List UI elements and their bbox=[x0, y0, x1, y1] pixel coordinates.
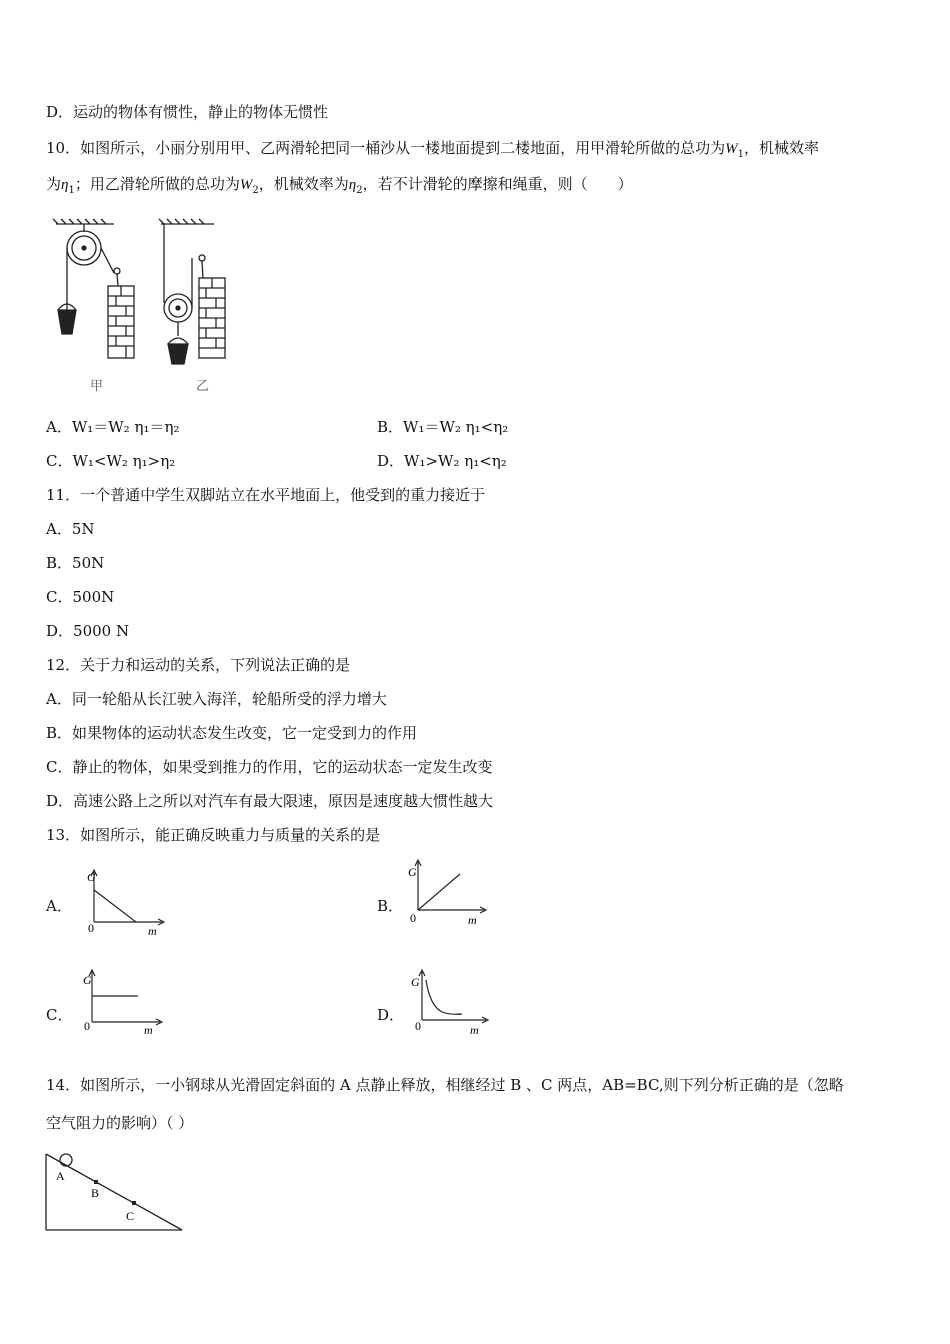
q14-stem-line1: 14．如图所示，一小钢球从光滑固定斜面的 A 点静止释放，相继经过 B 、C 两点，AB=BC,则下列分析正确的是（忽略 bbox=[46, 1076, 844, 1094]
graph-c-axis-m: m bbox=[144, 1023, 153, 1037]
q13-stem: 13．如图所示，能正确反映重力与质量的关系的是 bbox=[46, 826, 381, 844]
q10-eta2: η bbox=[348, 177, 357, 193]
q10-w1: W bbox=[725, 141, 738, 157]
q14-stem-line2: 空气阻力的影响）（ ） bbox=[46, 1114, 194, 1132]
q11-option-b: B．50N bbox=[46, 554, 105, 572]
graph-d-origin: 0 bbox=[415, 1019, 421, 1033]
q11-stem: 11．一个普通中学生双脚站立在水平地面上，他受到的重力接近于 bbox=[46, 486, 486, 504]
incline-label-c: C bbox=[126, 1209, 135, 1223]
q10-option-a: A．W₁＝W₂ η₁＝η₂ bbox=[46, 418, 180, 436]
q10-line2-a: 为 bbox=[46, 175, 62, 193]
q10-eta1-sub: 1 bbox=[68, 185, 75, 196]
q10-eta1: η bbox=[61, 177, 69, 193]
pulley-figure bbox=[46, 218, 246, 398]
q12-stem: 12．关于力和运动的关系，下列说法正确的是 bbox=[46, 656, 351, 674]
q10-stem-line1 bbox=[46, 138, 819, 165]
incline-figure bbox=[44, 1150, 186, 1234]
q10-option-d: D．W₁>W₂ η₁<η₂ bbox=[377, 452, 507, 470]
q10-stem-prefix: 10．如图所示，小丽分别用甲、乙两滑轮把同一桶沙从一楼地面提到二楼地面，用甲滑轮所做的总功为 bbox=[46, 139, 726, 157]
graph-a-origin: 0 bbox=[88, 921, 94, 935]
graph-d bbox=[406, 966, 496, 1038]
q13-option-c: C． bbox=[46, 1006, 73, 1024]
graph-c bbox=[80, 966, 170, 1038]
q12-option-c: C．静止的物体，如果受到推力的作用，它的运动状态一定发生改变 bbox=[46, 758, 493, 776]
q10-line2-c: ，机械效率为 bbox=[258, 175, 349, 193]
q10-line2-b: ；用乙滑轮所做的总功为 bbox=[74, 175, 240, 193]
graph-b bbox=[402, 858, 492, 930]
q10-stem-suffix: ，机械效率 bbox=[743, 139, 819, 157]
graph-b-origin: 0 bbox=[410, 911, 416, 925]
q9-option-d: D．运动的物体有惯性，静止的物体无惯性 bbox=[46, 103, 329, 121]
q11-option-d: D．5000 N bbox=[46, 622, 130, 640]
graph-a bbox=[82, 866, 172, 938]
q13-option-d: D． bbox=[377, 1006, 405, 1024]
q12-option-b: B．如果物体的运动状态发生改变，它一定受到力的作用 bbox=[46, 724, 418, 742]
q10-line2-d: ，若不计滑轮的摩擦和绳重，则（ ） bbox=[362, 175, 633, 193]
graph-a-axis-m: m bbox=[148, 924, 157, 938]
graph-b-axis-m: m bbox=[468, 913, 477, 927]
q10-stem-line2 bbox=[46, 174, 633, 201]
graph-d-axis-g: G bbox=[411, 975, 420, 989]
q10-w2: W bbox=[239, 177, 253, 193]
q10-w2-sub: 2 bbox=[252, 185, 259, 196]
q10-eta2-sub: 2 bbox=[356, 185, 363, 196]
q13-option-b: B． bbox=[377, 897, 404, 915]
graph-c-axis-g: G bbox=[83, 973, 92, 987]
q12-option-d: D．高速公路上之所以对汽车有最大限速，原因是速度越大惯性越大 bbox=[46, 792, 494, 810]
incline-label-a: A bbox=[56, 1169, 65, 1183]
q10-w1-sub: 1 bbox=[737, 149, 744, 160]
pulley-label-jia: 甲 bbox=[90, 379, 104, 394]
q10-option-c: C．W₁<W₂ η₁>η₂ bbox=[46, 452, 176, 470]
incline-label-b: B bbox=[91, 1186, 100, 1200]
q13-option-a: A． bbox=[46, 897, 72, 915]
q11-option-a: A．5N bbox=[46, 520, 95, 538]
pulley-label-yi: 乙 bbox=[196, 379, 210, 394]
q11-option-c: C．500N bbox=[46, 588, 115, 606]
graph-a-axis-g: G bbox=[87, 870, 96, 884]
q10-option-b: B．W₁＝W₂ η₁<η₂ bbox=[377, 418, 509, 436]
q12-option-a: A．同一轮船从长江驶入海洋，轮船所受的浮力增大 bbox=[46, 690, 387, 708]
graph-d-axis-m: m bbox=[470, 1023, 479, 1037]
graph-b-axis-g: G bbox=[408, 865, 417, 879]
graph-c-origin: 0 bbox=[84, 1019, 90, 1033]
